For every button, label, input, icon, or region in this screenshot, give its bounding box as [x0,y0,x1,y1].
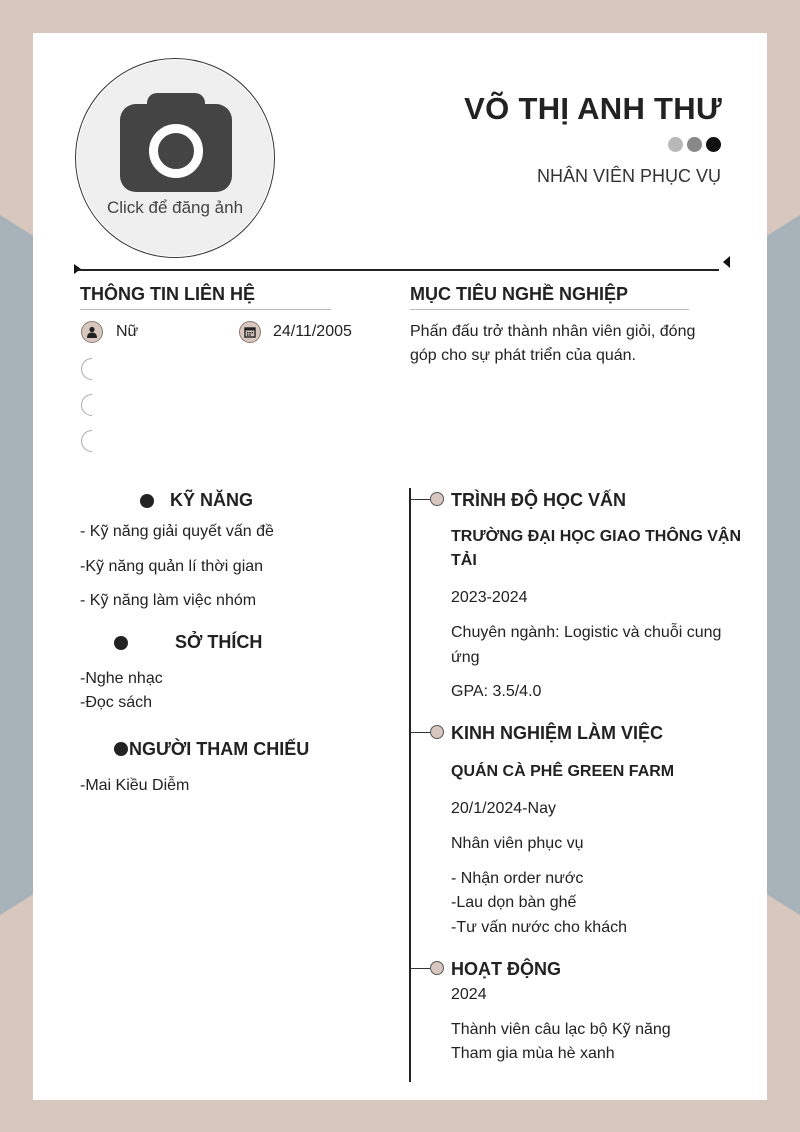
references-bullet-icon [114,742,128,756]
duty-item[interactable]: - Nhận order nước [451,870,584,887]
major-line-2[interactable]: ứng [451,649,480,666]
timeline-tick [410,968,430,969]
contact-title[interactable]: THÔNG TIN LIÊN HỆ [80,284,255,304]
timeline-node-icon [430,492,444,506]
skills-bullet-icon [140,494,154,508]
hobbies-bullet-icon [114,636,128,650]
avatar-upload[interactable] [75,58,275,258]
decor-dots [668,137,721,152]
decor-dot [668,137,683,152]
resume-page [33,33,767,1100]
activity-item[interactable]: Tham gia mùa hè xanh [451,1045,615,1062]
duty-item[interactable]: -Lau dọn bàn ghế [451,894,577,911]
gpa-value[interactable]: GPA: 3.5/4.0 [451,683,542,700]
timeline-tick [410,499,430,500]
job-title[interactable]: NHÂN VIÊN PHỤC VỤ [536,166,721,186]
avatar-placeholder[interactable] [77,60,273,256]
candidate-name[interactable]: VÕ THỊ ANH THƯ [464,91,722,126]
objective-title[interactable]: MỤC TIÊU NGHỀ NGHIỆP [410,284,629,304]
education-title[interactable]: TRÌNH ĐỘ HỌC VẤN [451,490,626,510]
experience-title[interactable]: KINH NGHIỆM LÀM VIỆC [451,723,664,743]
avatar-upload-label[interactable]: Click để đăng ảnh [106,198,244,217]
camera-lens-icon [149,124,203,178]
major-line-1[interactable]: Chuyên ngành: Logistic và chuỗi cung [451,624,722,641]
contact-empty-icon [81,430,103,452]
contact-empty-icon [81,394,103,416]
gender-value[interactable]: Nữ [116,323,139,340]
skill-item[interactable]: -Kỹ năng quản lí thời gian [80,558,264,575]
decor-dot [706,137,721,152]
timeline-line [409,488,411,1082]
timeline-node-icon [430,725,444,739]
objective-line-1[interactable]: Phấn đấu trở thành nhân viên giỏi, đóng [410,323,696,340]
reference-item[interactable]: -Mai Kiều Diễm [80,777,190,794]
birthdate-value[interactable]: 24/11/2005 [273,323,352,340]
timeline-node-icon [430,961,444,975]
activity-item[interactable]: Thành viên câu lạc bộ Kỹ năng [451,1021,671,1038]
hobby-item[interactable]: -Đọc sách [80,694,153,711]
duty-item[interactable]: -Tư vấn nước cho khách [451,919,627,936]
skill-item[interactable]: - Kỹ năng làm việc nhóm [80,592,257,609]
objective-line-2[interactable]: góp cho sự phát triển của quán. [410,347,636,364]
decor-dot [687,137,702,152]
divider-arrow-right-icon [723,256,730,268]
company-name[interactable]: QUÁN CÀ PHÊ GREEN FARM [451,763,675,780]
school-name-line-2[interactable]: TẢI [451,552,477,569]
contact-underline [80,309,331,310]
hobbies-title[interactable]: SỞ THÍCH [175,632,263,652]
header-divider [76,269,719,271]
user-icon [81,321,103,343]
work-position[interactable]: Nhân viên phục vụ [451,835,584,852]
activities-title[interactable]: HOẠT ĐỘNG [451,959,561,979]
objective-underline [410,309,689,310]
contact-empty-icon [81,358,103,380]
education-years[interactable]: 2023-2024 [451,589,528,606]
hobby-item[interactable]: -Nghe nhạc [80,670,163,687]
skills-title[interactable]: KỸ NĂNG [170,490,254,510]
timeline-tick [410,732,430,733]
references-title[interactable]: NGƯỜI THAM CHIẾU [129,739,310,759]
school-name-line-1[interactable]: TRƯỜNG ĐẠI HỌC GIAO THÔNG VẬN [451,528,742,545]
skill-item[interactable]: - Kỹ năng giải quyết vấn đề [80,523,274,540]
calendar-icon [239,321,261,343]
activity-year[interactable]: 2024 [451,986,487,1003]
work-period[interactable]: 20/1/2024-Nay [451,800,556,817]
